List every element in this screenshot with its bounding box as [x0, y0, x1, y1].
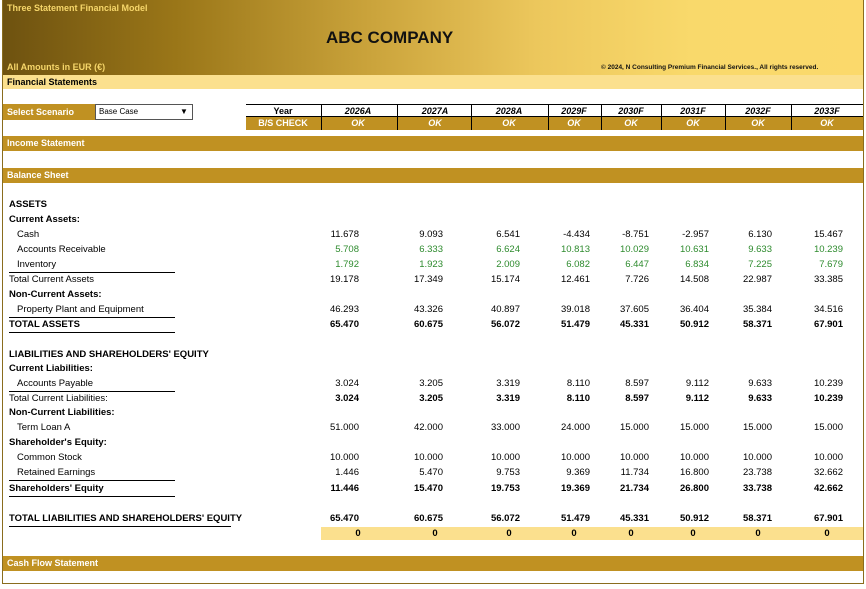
cell-value[interactable]: 60.675 [413, 513, 443, 524]
row-label: TOTAL ASSETS [9, 319, 80, 330]
bs-check-2033F: OK [820, 118, 834, 128]
column-divider [791, 104, 792, 130]
cell-value[interactable]: 15.000 [742, 422, 772, 433]
cell-value[interactable]: 9.369 [566, 467, 590, 478]
cell-value[interactable]: 5.708 [335, 244, 359, 255]
cell-value[interactable]: 3.024 [335, 393, 359, 404]
cell-value[interactable]: 67.901 [813, 513, 843, 524]
year-2027A: 2027A [421, 106, 449, 116]
cell-value[interactable]: 34.516 [813, 304, 843, 315]
bs-row-non-current-liab-heading [3, 406, 863, 420]
column-divider [397, 104, 398, 130]
cell-value[interactable]: 9.633 [748, 244, 772, 255]
balance-sheet-bar[interactable]: Balance Sheet [3, 168, 863, 183]
bs-row-total-assets [3, 318, 863, 332]
cell-value[interactable]: -2.957 [682, 229, 709, 240]
cell-value[interactable]: 3.319 [496, 378, 520, 389]
cell-value[interactable]: 11.446 [330, 483, 359, 494]
cell-value[interactable]: 8.597 [625, 393, 649, 404]
year-2028A: 2028A [495, 106, 523, 116]
scenario-value: Base Case [99, 107, 139, 116]
cell-value[interactable]: 5.470 [419, 467, 443, 478]
cell-value[interactable]: 0 [824, 528, 830, 539]
cell-value[interactable]: 0 [628, 528, 634, 539]
cell-value[interactable]: 33.385 [813, 274, 843, 285]
column-divider [661, 104, 662, 130]
row-heading: Current Liabilities: [9, 363, 93, 374]
row-label: Accounts Receivable [17, 244, 106, 255]
cell-value[interactable]: 6.447 [625, 259, 649, 270]
cell-value[interactable]: 10.239 [813, 244, 843, 255]
cell-value[interactable]: 10.631 [679, 244, 709, 255]
bs-check-2030F: OK [624, 118, 638, 128]
cell-value[interactable]: 14.508 [679, 274, 709, 285]
row-label: TOTAL LIABILITIES AND SHAREHOLDERS' EQUITY [9, 513, 243, 524]
bs-row-check-row [3, 527, 863, 541]
cell-value[interactable]: 9.112 [685, 393, 709, 404]
copyright-note: © 2024, N Consulting Premium Financial Services., All rights reserved. [601, 64, 819, 71]
cell-value[interactable]: 8.110 [566, 393, 590, 404]
bs-row-ar [3, 243, 863, 257]
cell-value[interactable]: 6.541 [496, 229, 520, 240]
bs-row-non-current-heading [3, 288, 863, 302]
year-header [246, 104, 863, 130]
cell-value[interactable]: 50.912 [679, 513, 709, 524]
cell-value[interactable]: 3.205 [419, 393, 443, 404]
cell-value[interactable]: 15.467 [813, 229, 843, 240]
row-label: Term Loan A [17, 422, 71, 433]
row-heading: Non-Current Assets: [9, 289, 102, 300]
year-2026A: 2026A [344, 106, 372, 116]
cell-value[interactable]: 0 [506, 528, 512, 539]
cell-value[interactable]: 0 [432, 528, 438, 539]
bs-row-assets-heading [3, 198, 863, 212]
bs-row-total-liab-equity [3, 512, 863, 526]
row-label: Common Stock [17, 452, 82, 463]
cell-value[interactable]: 0 [755, 528, 761, 539]
cell-value[interactable]: 11.678 [330, 229, 359, 240]
year-2033F: 2033F [814, 106, 840, 116]
cell-value[interactable]: 58.371 [742, 319, 772, 330]
cell-value[interactable]: 7.726 [625, 274, 649, 285]
row-label: Total Current Liabilities: [9, 393, 108, 404]
row-heading: LIABILITIES AND SHAREHOLDERS' EQUITY [9, 349, 209, 360]
cell-value[interactable]: 36.404 [679, 304, 709, 315]
cell-value[interactable]: 46.293 [329, 304, 359, 315]
cell-value[interactable]: 26.800 [679, 483, 709, 494]
cell-value[interactable]: 19.753 [490, 483, 520, 494]
cell-value[interactable]: 40.897 [490, 304, 520, 315]
cell-value[interactable]: 3.319 [496, 393, 520, 404]
cell-value[interactable]: 39.018 [560, 304, 590, 315]
cell-value[interactable]: 15.000 [813, 422, 843, 433]
cell-value[interactable]: 8.110 [566, 378, 590, 389]
cell-value[interactable]: 58.371 [742, 513, 772, 524]
cell-value[interactable]: 0 [571, 528, 577, 539]
bs-row-equity-heading [3, 436, 863, 450]
header-banner [3, 0, 863, 75]
cell-value[interactable]: 10.000 [490, 452, 520, 463]
cell-value[interactable]: 10.000 [619, 452, 649, 463]
cell-value[interactable]: 56.072 [490, 319, 520, 330]
cell-value[interactable]: 60.675 [413, 319, 443, 330]
cell-value[interactable]: 7.679 [819, 259, 843, 270]
bs-row-ppe [3, 303, 863, 317]
cell-value[interactable]: 23.738 [742, 467, 772, 478]
cell-value[interactable]: 37.605 [619, 304, 649, 315]
cell-value[interactable]: 2.009 [496, 259, 520, 270]
cell-value[interactable]: 8.597 [625, 378, 649, 389]
cell-value[interactable]: 9.112 [685, 378, 709, 389]
cell-value[interactable]: 15.000 [679, 422, 709, 433]
bs-check-2032F: OK [751, 118, 765, 128]
cell-value[interactable]: 10.000 [413, 452, 443, 463]
cell-value[interactable]: 65.470 [329, 513, 359, 524]
cell-value[interactable]: 16.800 [679, 467, 709, 478]
year-label: Year [273, 106, 293, 116]
cell-value[interactable]: 3.205 [419, 378, 443, 389]
company-name: ABC COMPANY [326, 28, 454, 47]
row-label: Cash [17, 229, 40, 240]
bs-row-ap [3, 377, 863, 391]
bs-row-total-equity [3, 482, 863, 496]
cell-value[interactable]: 6.130 [748, 229, 772, 240]
currency-note: All Amounts in EUR (€) [7, 62, 106, 72]
cell-value[interactable]: -4.434 [563, 229, 590, 240]
bs-row-inventory [3, 258, 863, 272]
cell-value[interactable]: 19.178 [329, 274, 359, 285]
bs-check-2028A: OK [502, 118, 516, 128]
cell-value[interactable]: 9.093 [419, 229, 443, 240]
cell-value[interactable]: 9.633 [748, 378, 772, 389]
cell-value[interactable]: 10.000 [560, 452, 590, 463]
bs-row-current-liab-heading [3, 362, 863, 376]
cell-value[interactable]: 24.000 [560, 422, 590, 433]
row-label: Inventory [17, 259, 57, 270]
column-divider [548, 104, 549, 130]
cell-value[interactable]: 17.349 [413, 274, 443, 285]
cell-value[interactable]: 1.792 [335, 259, 359, 270]
row-underline [9, 332, 175, 333]
row-heading: ASSETS [9, 199, 48, 210]
bs-row-retained [3, 466, 863, 480]
column-divider [601, 104, 602, 130]
year-2031F: 2031F [680, 106, 706, 116]
cell-value[interactable]: 0 [690, 528, 696, 539]
cell-value[interactable]: 67.901 [813, 319, 843, 330]
cell-value[interactable]: 12.461 [560, 274, 590, 285]
cell-value[interactable]: 10.000 [742, 452, 772, 463]
row-label: Total Current Assets [9, 274, 95, 285]
model-title: Three Statement Financial Model [7, 3, 148, 13]
financial-statements-bar[interactable]: Financial Statements [3, 75, 863, 89]
cell-value[interactable]: 33.000 [490, 422, 520, 433]
income-statement-bar[interactable]: Income Statement [3, 136, 863, 151]
cell-value[interactable]: 32.662 [813, 467, 843, 478]
bs-row-total-current-assets [3, 273, 863, 287]
cell-value[interactable]: 10.000 [813, 452, 843, 463]
cell-value[interactable]: 3.024 [335, 378, 359, 389]
bs-check-label: B/S CHECK [258, 118, 308, 128]
cell-value[interactable]: 15.000 [619, 422, 649, 433]
cell-value[interactable]: 21.734 [619, 483, 649, 494]
cell-value[interactable]: 6.624 [496, 244, 520, 255]
cell-value[interactable]: 65.470 [329, 319, 359, 330]
cell-value[interactable]: 11.734 [620, 467, 649, 478]
cell-value[interactable]: 51.000 [329, 422, 359, 433]
row-underline [9, 496, 175, 497]
cell-value[interactable]: 10.000 [329, 452, 359, 463]
row-label: Shareholders' Equity [9, 483, 104, 494]
cell-value[interactable]: 10.813 [560, 244, 590, 255]
year-2030F: 2030F [618, 106, 644, 116]
cell-value[interactable]: 45.331 [619, 513, 649, 524]
spreadsheet-sheet [2, 0, 864, 584]
cell-value[interactable]: 35.384 [742, 304, 772, 315]
scenario-label: Select Scenario [3, 104, 95, 120]
cell-value[interactable]: 15.174 [490, 274, 520, 285]
cell-value[interactable]: 42.000 [413, 422, 443, 433]
cash-flow-statement-bar[interactable]: Cash Flow Statement [3, 556, 863, 571]
row-heading: Non-Current Liabilities: [9, 407, 115, 418]
bs-check-2029F: OK [567, 118, 581, 128]
cell-value[interactable]: 6.082 [566, 259, 590, 270]
bs-row-liab-heading [3, 348, 863, 362]
column-divider [471, 104, 472, 130]
cell-value[interactable]: 33.738 [742, 483, 772, 494]
cell-value[interactable]: 19.369 [560, 483, 590, 494]
bs-check-2031F: OK [686, 118, 700, 128]
column-divider [725, 104, 726, 130]
cell-value[interactable]: 51.479 [560, 319, 590, 330]
bs-row-term-loan [3, 421, 863, 435]
row-label: Accounts Payable [17, 378, 94, 389]
cell-value[interactable]: 10.000 [679, 452, 709, 463]
year-row [246, 104, 863, 117]
bs-check-2026A: OK [351, 118, 365, 128]
cell-value[interactable]: 0 [355, 528, 361, 539]
bs-row-total-current-liab [3, 392, 863, 406]
year-2029F: 2029F [561, 106, 587, 116]
year-2032F: 2032F [745, 106, 771, 116]
cell-value[interactable]: 10.239 [813, 378, 843, 389]
cell-value[interactable]: 10.029 [619, 244, 649, 255]
cell-value[interactable]: 10.239 [813, 393, 843, 404]
cell-value[interactable]: 6.834 [685, 259, 709, 270]
row-heading: Current Assets: [9, 214, 80, 225]
row-heading: Shareholder's Equity: [9, 437, 107, 448]
scenario-dropdown[interactable] [95, 104, 193, 120]
row-underline [9, 480, 175, 481]
cell-value[interactable]: 1.923 [419, 259, 443, 270]
cell-value[interactable]: 7.225 [748, 259, 772, 270]
bs-row-cash [3, 228, 863, 242]
cell-value[interactable]: 1.446 [335, 467, 359, 478]
row-label: Property Plant and Equipment [17, 304, 144, 315]
bs-check-row [246, 117, 863, 130]
cell-value[interactable]: 42.662 [813, 483, 843, 494]
row-label: Retained Earnings [17, 467, 96, 478]
dropdown-arrow-icon[interactable]: ▼ [180, 107, 188, 116]
bs-check-2027A: OK [428, 118, 442, 128]
cell-value[interactable]: 50.912 [679, 319, 709, 330]
column-divider [321, 104, 322, 130]
cell-value[interactable]: 45.331 [619, 319, 649, 330]
bs-row-current-assets-heading [3, 213, 863, 227]
cell-value[interactable]: 51.479 [560, 513, 590, 524]
cell-value[interactable]: 15.470 [413, 483, 443, 494]
cell-value[interactable]: 6.333 [419, 244, 443, 255]
cell-value[interactable]: -8.751 [622, 229, 649, 240]
cell-value[interactable]: 56.072 [490, 513, 520, 524]
cell-value[interactable]: 9.753 [496, 467, 520, 478]
cell-value[interactable]: 9.633 [748, 393, 772, 404]
cell-value[interactable]: 43.326 [413, 304, 443, 315]
cell-value[interactable]: 22.987 [742, 274, 772, 285]
bs-row-common-stock [3, 451, 863, 465]
